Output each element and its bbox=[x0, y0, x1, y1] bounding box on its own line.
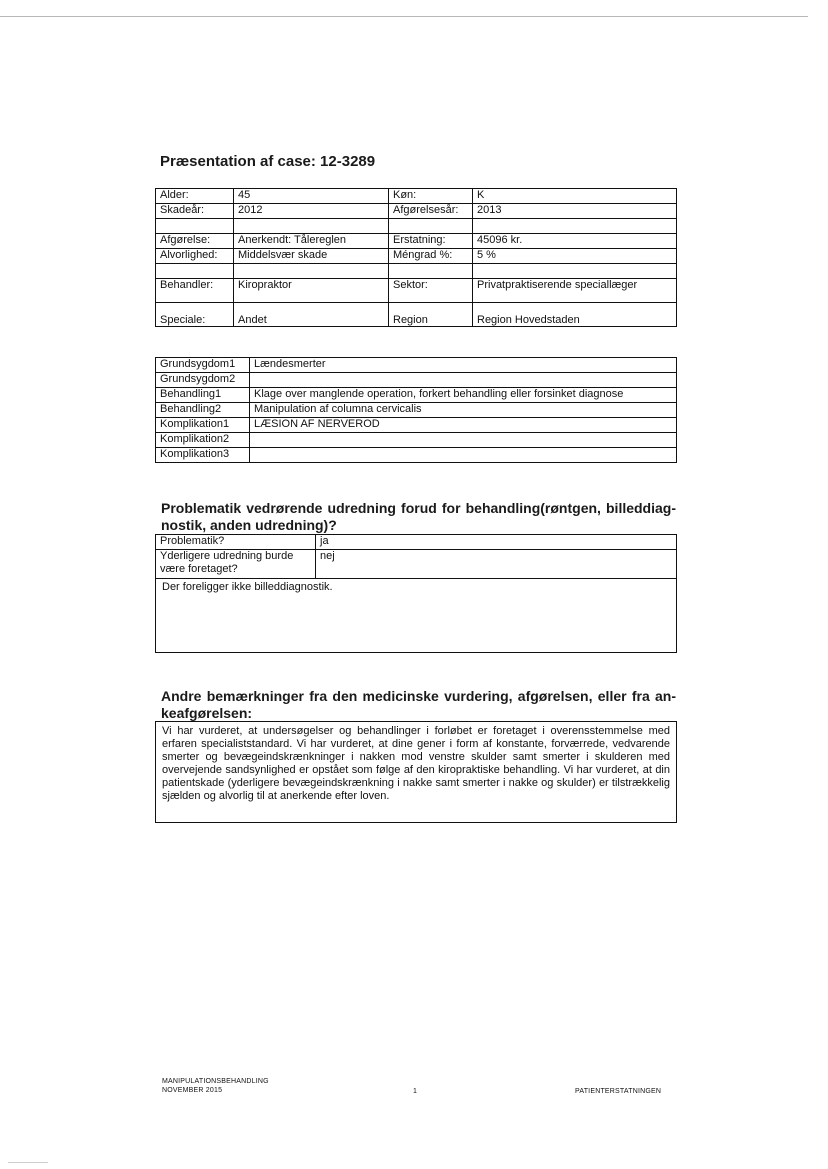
decision-year-label: Afgørelsesår: bbox=[389, 204, 473, 219]
practitioner-value: Kiropraktor bbox=[234, 279, 389, 303]
table-row bbox=[156, 388, 677, 403]
diagnosis-value bbox=[250, 448, 677, 463]
table-row bbox=[156, 204, 677, 219]
compensation-label: Erstatning: bbox=[389, 234, 473, 249]
injury-year-label: Skadeår: bbox=[156, 204, 234, 219]
scan-edge-mark bbox=[8, 1162, 48, 1163]
table-row bbox=[156, 249, 677, 264]
case-info-table bbox=[155, 188, 677, 327]
age-label: Alder: bbox=[156, 189, 234, 204]
diagnosis-value: Klage over manglende operation, forkert behandling eller forsinket diagnose bbox=[250, 388, 677, 403]
problem-table bbox=[155, 534, 677, 579]
problem-label: Problematik? bbox=[156, 535, 316, 550]
table-row bbox=[156, 234, 677, 249]
compensation-value: 45096 kr. bbox=[473, 234, 677, 249]
table-row bbox=[156, 303, 677, 327]
specialty-label: Speciale: bbox=[156, 303, 234, 327]
table-row-blank bbox=[156, 264, 677, 279]
table-row bbox=[156, 403, 677, 418]
decision-label: Afgørelse: bbox=[156, 234, 234, 249]
sector-label: Sektor: bbox=[389, 279, 473, 303]
footer-date: NOVEMBER 2015 bbox=[162, 1087, 223, 1094]
scan-edge-line bbox=[0, 16, 808, 17]
other-remarks-heading: Andre bemærkninger fra den medicinske vurdering, afgørelsen, eller fra an-keafgørelsen: bbox=[161, 688, 676, 721]
diagnosis-label: Komplikation1 bbox=[156, 418, 250, 433]
diagnosis-label: Komplikation2 bbox=[156, 433, 250, 448]
age-value: 45 bbox=[234, 189, 389, 204]
diagnosis-value: Lændesmerter bbox=[250, 358, 677, 373]
table-row bbox=[156, 535, 677, 550]
diagnosis-value: Manipulation af columna cervicalis bbox=[250, 403, 677, 418]
decision-value: Anerkendt: Tålereglen bbox=[234, 234, 389, 249]
diagnosis-value: LÆSION AF NERVEROD bbox=[250, 418, 677, 433]
diagnosis-label: Grundsygdom1 bbox=[156, 358, 250, 373]
severity-value: Middelsvær skade bbox=[234, 249, 389, 264]
diagnosis-table bbox=[155, 357, 677, 463]
diagnosis-value bbox=[250, 433, 677, 448]
diagnosis-label: Komplikation3 bbox=[156, 448, 250, 463]
practitioner-label: Behandler: bbox=[156, 279, 234, 303]
diagnosis-label: Behandling1 bbox=[156, 388, 250, 403]
region-value: Region Hovedstaden bbox=[473, 303, 677, 327]
table-row bbox=[156, 550, 677, 579]
disability-degree-label: Méngrad %: bbox=[389, 249, 473, 264]
disability-degree-value: 5 % bbox=[473, 249, 677, 264]
problem-notes: Der foreligger ikke billeddiagnostik. bbox=[155, 578, 677, 653]
footer-organization: PATIENTERSTATNINGEN bbox=[575, 1088, 662, 1095]
diagnosis-value bbox=[250, 373, 677, 388]
decision-year-value: 2013 bbox=[473, 204, 677, 219]
page-number: 1 bbox=[413, 1088, 418, 1095]
injury-year-value: 2012 bbox=[234, 204, 389, 219]
problem-section-heading: Problematik vedrørende udredning forud for behandling(røntgen, billeddiag-nostik, anden udredning)? bbox=[161, 500, 676, 533]
page-title: Præsentation af case: 12-3289 bbox=[160, 153, 376, 170]
table-row bbox=[156, 279, 677, 303]
table-row bbox=[156, 189, 677, 204]
region-label: Region bbox=[389, 303, 473, 327]
table-row bbox=[156, 418, 677, 433]
diagnosis-label: Behandling2 bbox=[156, 403, 250, 418]
other-remarks-notes: Vi har vurderet, at undersøgelser og behandlinger i forløbet er foretaget i overensstemmelse med erfaren specialiststandard. Vi har vurderet, at dine gener i form af konstante, forværrede, vedvarende smerter og bevægeindskrænkninger i nakken mod venstre skulder samt smerter i skulderen med overvejende sandsynlighed er opstået som følge af den kiropraktiske behandling. Vi har vurderet, at din patientskade (yderligere bevægeindskrænkning i nakke samt smerter i nakke og skulder) er tilstrækkelig sjælden og alvorlig til at anerkende efter loven. bbox=[155, 721, 677, 823]
table-row bbox=[156, 358, 677, 373]
footer-left bbox=[162, 1077, 269, 1095]
further-investigation-label: Yderligere udredning burde være foretaget? bbox=[156, 550, 316, 579]
severity-label: Alvorlighed: bbox=[156, 249, 234, 264]
table-row-blank bbox=[156, 219, 677, 234]
table-row bbox=[156, 448, 677, 463]
specialty-value: Andet bbox=[234, 303, 389, 327]
footer-document-title: MANIPULATIONSBEHANDLING bbox=[162, 1078, 269, 1085]
table-row bbox=[156, 433, 677, 448]
further-investigation-value: nej bbox=[316, 550, 677, 579]
sector-value: Privatpraktiserende speciallæger bbox=[473, 279, 677, 303]
diagnosis-label: Grundsygdom2 bbox=[156, 373, 250, 388]
gender-value: K bbox=[473, 189, 677, 204]
gender-label: Køn: bbox=[389, 189, 473, 204]
table-row bbox=[156, 373, 677, 388]
problem-value: ja bbox=[316, 535, 677, 550]
